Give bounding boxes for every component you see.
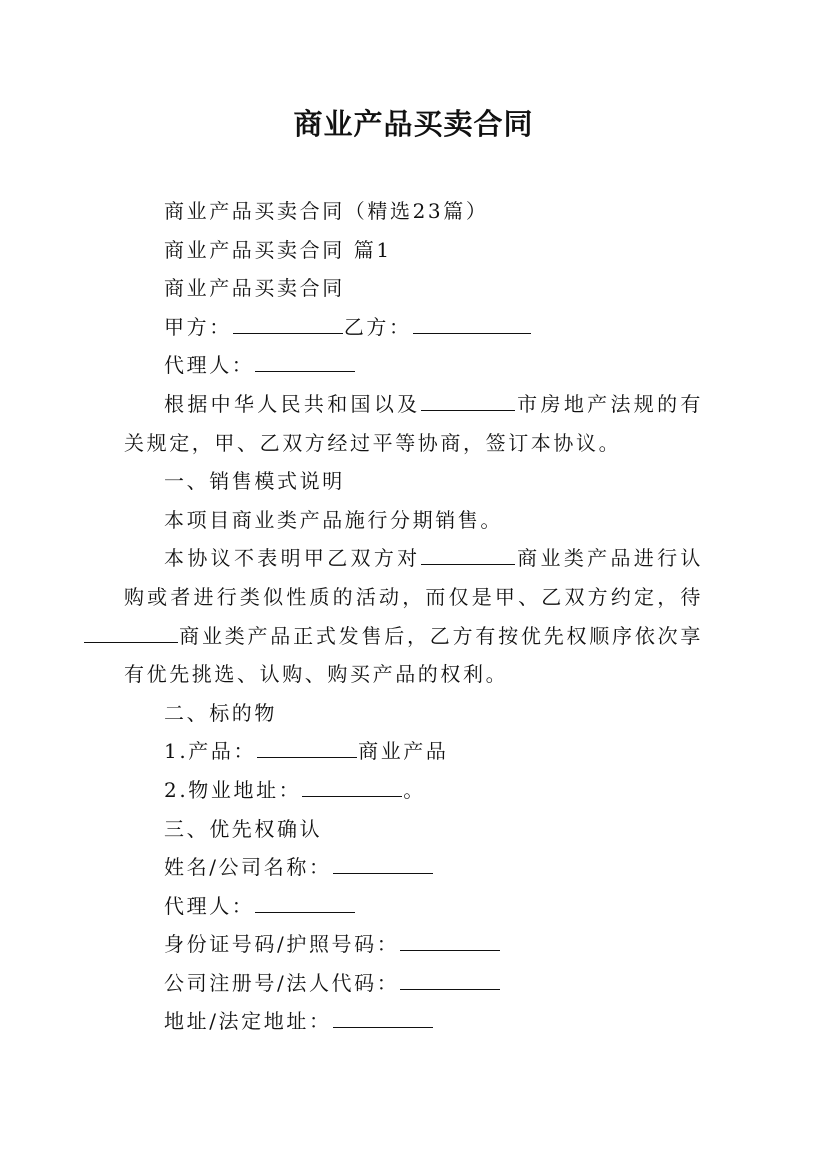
- law-text-a: 根据中华人民共和国以及: [164, 391, 421, 416]
- paragraph-subtitle: 商业产品买卖合同（精选23篇）: [164, 199, 489, 223]
- law-text-b: 市房地产法规的有关规定，甲、乙双方经过平等协商，签订本协议。: [124, 391, 703, 455]
- product-blank: [257, 739, 357, 758]
- party-b-blank: [413, 315, 531, 334]
- party-a-label: 甲方：: [164, 314, 232, 339]
- section-3-heading: 三、优先权确认: [164, 816, 323, 841]
- field-name-label: 姓名/公司名称：: [164, 855, 332, 880]
- field-address: [124, 1002, 703, 1041]
- item-1: [124, 732, 703, 771]
- paragraph-priority: [124, 539, 703, 693]
- legal-address-blank: [333, 1009, 433, 1028]
- field-id-label: 身份证号码/护照号码：: [164, 932, 400, 957]
- paragraph-parties: [124, 308, 703, 347]
- party-b-label: 乙方：: [343, 314, 412, 339]
- paragraph-section-heading: 商业产品买卖合同 篇1: [164, 237, 392, 262]
- city-blank: [421, 392, 515, 411]
- section-2-heading: 二、标的物: [164, 700, 277, 725]
- section-1-paragraph: 本项目商业类产品施行分期销售。: [164, 507, 503, 532]
- item-2-suffix: 。: [403, 777, 426, 802]
- priority-text-c: 商业类产品正式发售后，乙方有按优先权顺序依次享有优先挑选、认购、购买产品的权利。: [124, 623, 703, 687]
- item-2: [124, 771, 703, 810]
- paragraph-contract-name: 商业产品买卖合同: [164, 276, 345, 301]
- document-body: [124, 192, 703, 1041]
- project-blank-2: [84, 624, 178, 643]
- agent2-blank: [255, 894, 355, 913]
- reg-blank: [400, 971, 500, 990]
- priority-text-b: 商业类产品进行认购或者进行类似性质的活动，而仅是甲、乙双方约定，待: [124, 546, 703, 609]
- project-blank-1: [421, 546, 515, 565]
- address-blank: [302, 778, 402, 797]
- agent-label: 代理人：: [164, 353, 255, 378]
- field-name: [124, 848, 703, 887]
- item-1-suffix: 商业产品: [358, 739, 449, 764]
- agent-blank: [255, 353, 355, 372]
- document-title: 商业产品买卖合同: [293, 107, 534, 141]
- section-1-heading: 一、销售模式说明: [164, 469, 345, 494]
- item-1-label: 1.产品：: [164, 739, 257, 764]
- priority-text-a: 本协议不表明甲乙双方对: [164, 546, 421, 571]
- field-reg: [124, 964, 703, 1003]
- party-a-blank: [233, 315, 343, 334]
- item-2-label: 2.物业地址：: [164, 777, 302, 802]
- paragraph-agent: [124, 346, 703, 385]
- field-agent: [124, 887, 703, 926]
- field-address-label: 地址/法定地址：: [164, 1009, 332, 1034]
- paragraph-law-basis: [124, 385, 703, 462]
- field-id: [124, 925, 703, 964]
- name-blank: [333, 855, 433, 874]
- field-agent-label: 代理人：: [164, 893, 255, 918]
- id-blank: [400, 932, 500, 951]
- field-reg-label: 公司注册号/法人代码：: [164, 970, 400, 995]
